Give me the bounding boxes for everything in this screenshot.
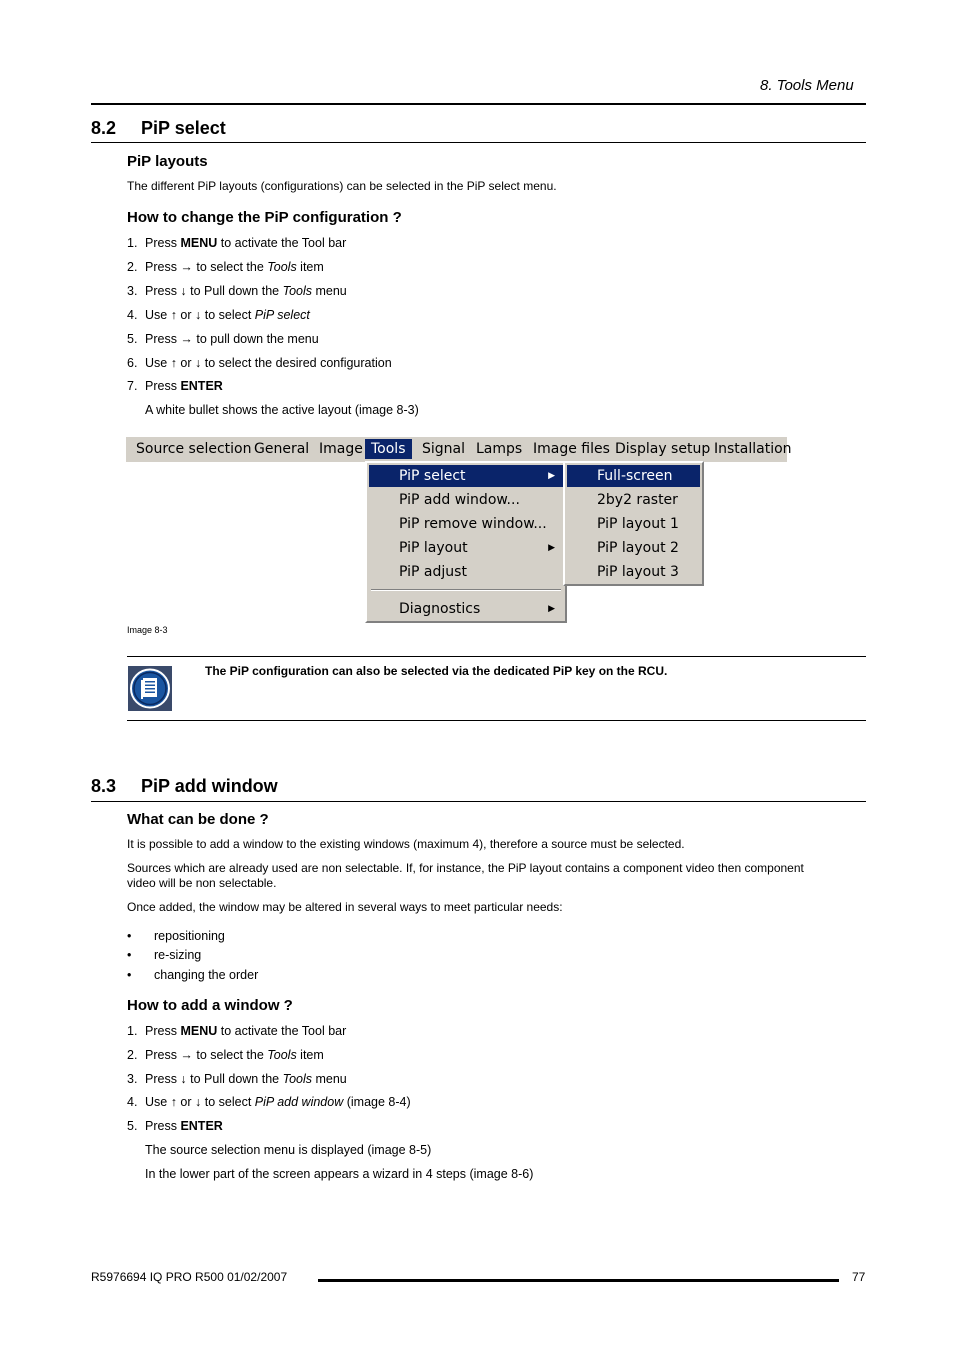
submenu-arrow-icon: ▶ — [548, 543, 555, 553]
section-rule — [91, 801, 866, 802]
menu-item-general[interactable]: General — [254, 441, 310, 457]
menu-item-installation[interactable]: Installation — [714, 441, 792, 457]
submenu-pip-layout-2[interactable]: PiP layout 2 — [597, 540, 679, 556]
bullet-item: • repositioning — [127, 929, 225, 943]
subheading-what-can-be-done: What can be done ? — [127, 811, 269, 828]
dropdown-diagnostics[interactable]: Diagnostics ▶ — [369, 598, 563, 620]
dropdown-pip-adjust[interactable]: PiP adjust — [399, 564, 467, 580]
step-5-note: The source selection menu is displayed (image 8-5) — [145, 1143, 432, 1157]
menu-item-image[interactable]: Image — [319, 441, 363, 457]
paragraph: The different PiP layouts (configurations) can be selected in the PiP select menu. — [127, 179, 557, 193]
submenu-full-screen[interactable]: Full-screen — [567, 465, 700, 487]
bullet-item: • changing the order — [127, 968, 259, 982]
note-top-rule — [127, 656, 866, 657]
pip-select-submenu — [563, 461, 704, 586]
submenu-pip-layout-3[interactable]: PiP layout 3 — [597, 564, 679, 580]
step-2: 2. Press → to select the Tools item — [127, 1048, 324, 1062]
menu-item-display-setup[interactable]: Display setup — [615, 441, 711, 457]
paragraph: Sources which are already used are non selectable. If, for instance, the PiP layout contains a component video then component — [127, 861, 804, 875]
note-text: The PiP configuration can also be selected via the dedicated PiP key on the RCU. — [205, 664, 668, 678]
page-number: 77 — [852, 1270, 866, 1284]
header-rule — [91, 103, 866, 105]
image-caption: Image 8-3 — [127, 625, 168, 635]
paragraph: Once added, the window may be altered in several ways to meet particular needs: — [127, 900, 563, 914]
section-title-text: PiP add window — [141, 776, 278, 796]
step-3: 3. Press ↓ to Pull down the Tools menu — [127, 284, 347, 298]
note-icon — [128, 666, 172, 711]
step-4: 4. Use ↑ or ↓ to select PiP select — [127, 308, 310, 322]
menu-item-source-selection[interactable]: Source selection — [136, 441, 252, 457]
subheading-change-config: How to change the PiP configuration ? — [127, 209, 402, 226]
footer-doc-id: R5976694 IQ PRO R500 01/02/2007 — [91, 1270, 288, 1284]
submenu-pip-layout-1[interactable]: PiP layout 1 — [597, 516, 679, 532]
menu-separator — [371, 589, 561, 591]
submenu-arrow-icon: ▶ — [548, 471, 555, 481]
section-number: 8.2 — [91, 118, 117, 138]
menu-item-image-files[interactable]: Image files — [533, 441, 610, 457]
paragraph: It is possible to add a window to the existing windows (maximum 4), therefore a source must be selected. — [127, 837, 685, 851]
step-5: 5. Press → to pull down the menu — [127, 332, 319, 346]
step-5: 5. Press ENTER — [127, 1119, 223, 1133]
dropdown-pip-add-window[interactable]: PiP add window... — [399, 492, 520, 508]
menu-item-signal[interactable]: Signal — [422, 441, 466, 457]
subheading-add-window: How to add a window ? — [127, 997, 293, 1014]
paragraph: video will be non selectable. — [127, 876, 277, 890]
menu-item-lamps[interactable]: Lamps — [476, 441, 523, 457]
section-title-8-2 — [91, 118, 226, 139]
step-1: 1. Press MENU to activate the Tool bar — [127, 1024, 347, 1038]
section-title-text: PiP select — [141, 118, 226, 138]
submenu-2by2-raster[interactable]: 2by2 raster — [597, 492, 678, 508]
note-bottom-rule — [127, 720, 866, 721]
step-6: 6. Use ↑ or ↓ to select the desired configuration — [127, 356, 392, 370]
dropdown-pip-layout[interactable]: PiP layout ▶ — [369, 537, 563, 559]
step-7: 7. Press ENTER — [127, 379, 223, 393]
step-7-note: A white bullet shows the active layout (image 8-3) — [145, 403, 419, 417]
section-title-8-3 — [91, 776, 278, 797]
step-5-note: In the lower part of the screen appears a wizard in 4 steps (image 8-6) — [145, 1167, 534, 1181]
menu-bar — [126, 437, 792, 462]
section-number: 8.3 — [91, 776, 117, 796]
step-3: 3. Press ↓ to Pull down the Tools menu — [127, 1072, 347, 1086]
step-4: 4. Use ↑ or ↓ to select PiP add window (image 8-4) — [127, 1095, 411, 1109]
submenu-arrow-icon: ▶ — [548, 604, 555, 614]
menu-item-tools[interactable]: Tools — [365, 439, 412, 459]
subheading-pip-layouts: PiP layouts — [127, 153, 208, 170]
step-1: 1. Press MENU to activate the Tool bar — [127, 236, 347, 250]
tools-dropdown — [365, 461, 567, 623]
section-rule — [91, 142, 866, 143]
footer-rule — [318, 1279, 839, 1282]
dropdown-pip-select[interactable]: PiP select ▶ — [369, 465, 563, 487]
dropdown-pip-remove-window[interactable]: PiP remove window... — [399, 516, 547, 532]
bullet-item: • re-sizing — [127, 948, 202, 962]
step-2: 2. Press → to select the Tools item — [127, 260, 324, 274]
chapter-header: 8. Tools Menu — [760, 77, 854, 94]
